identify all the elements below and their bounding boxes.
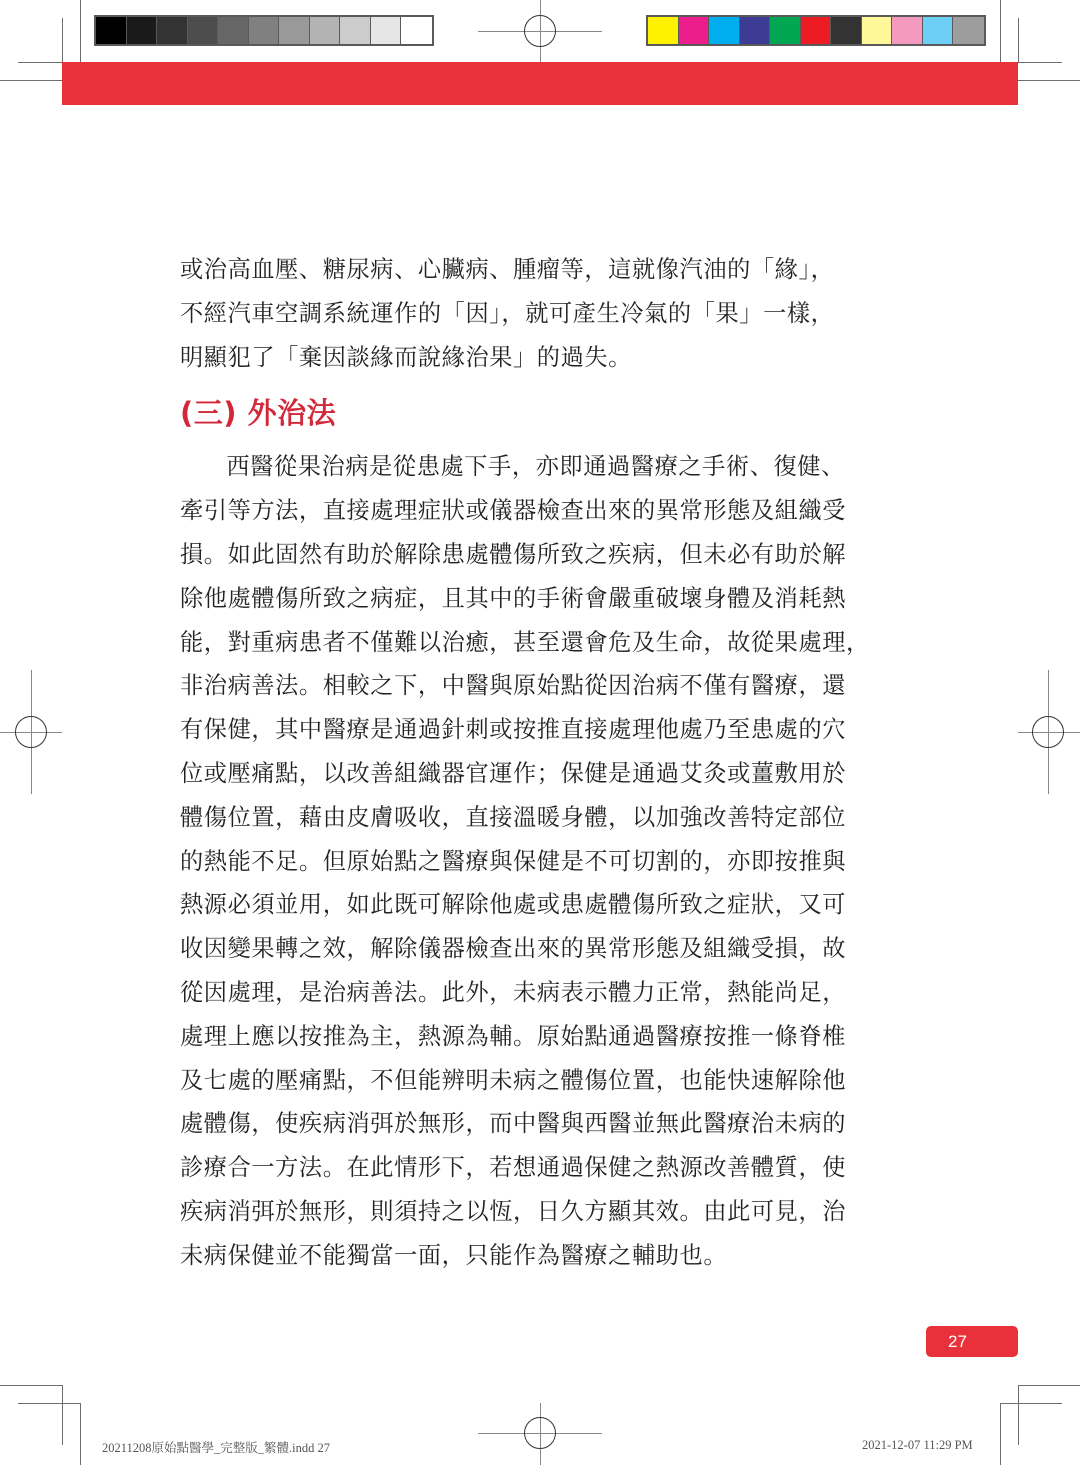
text-line: 未病保健並不能獨當一面，只能作為醫療之輔助也。: [180, 1241, 728, 1269]
text-line: 的熱能不足。但原始點之醫療與保健是不可切割的，亦即按推與: [180, 847, 847, 875]
text-line: 損。如此固然有助於解除患處體傷所致之疾病，但未必有助於解: [180, 540, 847, 568]
color-swatch: [679, 17, 710, 44]
color-calibration-bar: [646, 15, 986, 46]
color-swatch: [892, 17, 923, 44]
slug-timestamp: 2021-12-07 11:29 PM: [862, 1438, 973, 1452]
section-paragraph: [180, 445, 902, 1277]
page-body: [180, 248, 902, 1278]
text-line: 西醫從果治病是從患處下手，亦即通過醫療之手術、復健、: [226, 453, 845, 481]
text-line: 非治病善法。相較之下，中醫與原始點從因治病不僅有醫療，還: [180, 672, 847, 700]
text-line: 處體傷，使疾病消弭於無形，而中醫與西醫並無此醫療治未病的: [180, 1110, 847, 1138]
color-swatch: [862, 17, 893, 44]
color-swatch: [953, 17, 984, 44]
color-swatch: [310, 17, 341, 44]
color-swatch: [923, 17, 954, 44]
text-line: 位或壓痛點，以改善組織器官運作；保健是通過艾灸或薑敷用於: [180, 759, 847, 787]
color-swatch: [371, 17, 402, 44]
slug-filename: 20211208原始點醫學_完整版_繁體.indd 27: [102, 1441, 331, 1455]
section-heading: (三) 外治法: [180, 396, 337, 431]
text-line: 體傷位置，藉由皮膚吸收，直接溫暖身體，以加強改善特定部位: [180, 803, 847, 831]
text-line: 明顯犯了「棄因談緣而說緣治果」的過失。: [180, 343, 632, 371]
text-line: 牽引等方法，直接處理症狀或儀器檢查出來的異常形態及組織受: [180, 497, 847, 525]
color-swatch: [340, 17, 371, 44]
page-number-badge: 27: [926, 1326, 1018, 1357]
text-line: 熱源必須並用，如此既可解除他處或患處體傷所致之症狀，又可: [180, 891, 847, 919]
text-line: 及七處的壓痛點，不但能辨明未病之體傷位置，也能快速解除他: [180, 1066, 847, 1094]
text-line: 處理上應以按推為主，熱源為輔。原始點通過醫療按推一條脊椎: [180, 1022, 847, 1050]
color-swatch: [218, 17, 249, 44]
color-swatch: [401, 17, 432, 44]
text-line: 除他處體傷所致之病症，且其中的手術會嚴重破壞身體及消耗熱: [180, 584, 847, 612]
color-swatch: [157, 17, 188, 44]
text-line: 疾病消弭於無形，則須持之以恆，日久方顯其效。由此可見，治: [180, 1197, 847, 1225]
grayscale-calibration-bar: [94, 15, 434, 46]
text-line: 有保健，其中醫療是通過針刺或按推直接處理他處乃至患處的穴: [180, 716, 847, 744]
color-swatch: [127, 17, 158, 44]
color-swatch: [831, 17, 862, 44]
color-swatch: [740, 17, 771, 44]
color-swatch: [648, 17, 679, 44]
text-line: 收因變果轉之效，解除儀器檢查出來的異常形態及組織受損，故: [180, 935, 847, 963]
color-swatch: [96, 17, 127, 44]
color-swatch: [801, 17, 832, 44]
text-line: 或治高血壓、糖尿病、心臟病、腫瘤等，這就像汽油的「緣」，: [180, 256, 835, 283]
text-line: 診療合一方法。在此情形下，若想通過保健之熱源改善體質，使: [180, 1154, 847, 1182]
text-line: 從因處理，是治病善法。此外，未病表示體力正常，熱能尚足，: [180, 978, 847, 1006]
color-swatch: [188, 17, 219, 44]
intro-paragraph: [180, 248, 902, 379]
color-swatch: [709, 17, 740, 44]
color-swatch: [770, 17, 801, 44]
color-swatch: [249, 17, 280, 44]
text-line: 能，對重病患者不僅難以治癒，甚至還會危及生命，故從果處理，: [180, 628, 870, 656]
header-red-band: [62, 62, 1018, 105]
text-line: 不經汽車空調系統運作的「因」，就可產生冷氣的「果」一樣，: [180, 299, 835, 327]
color-swatch: [279, 17, 310, 44]
